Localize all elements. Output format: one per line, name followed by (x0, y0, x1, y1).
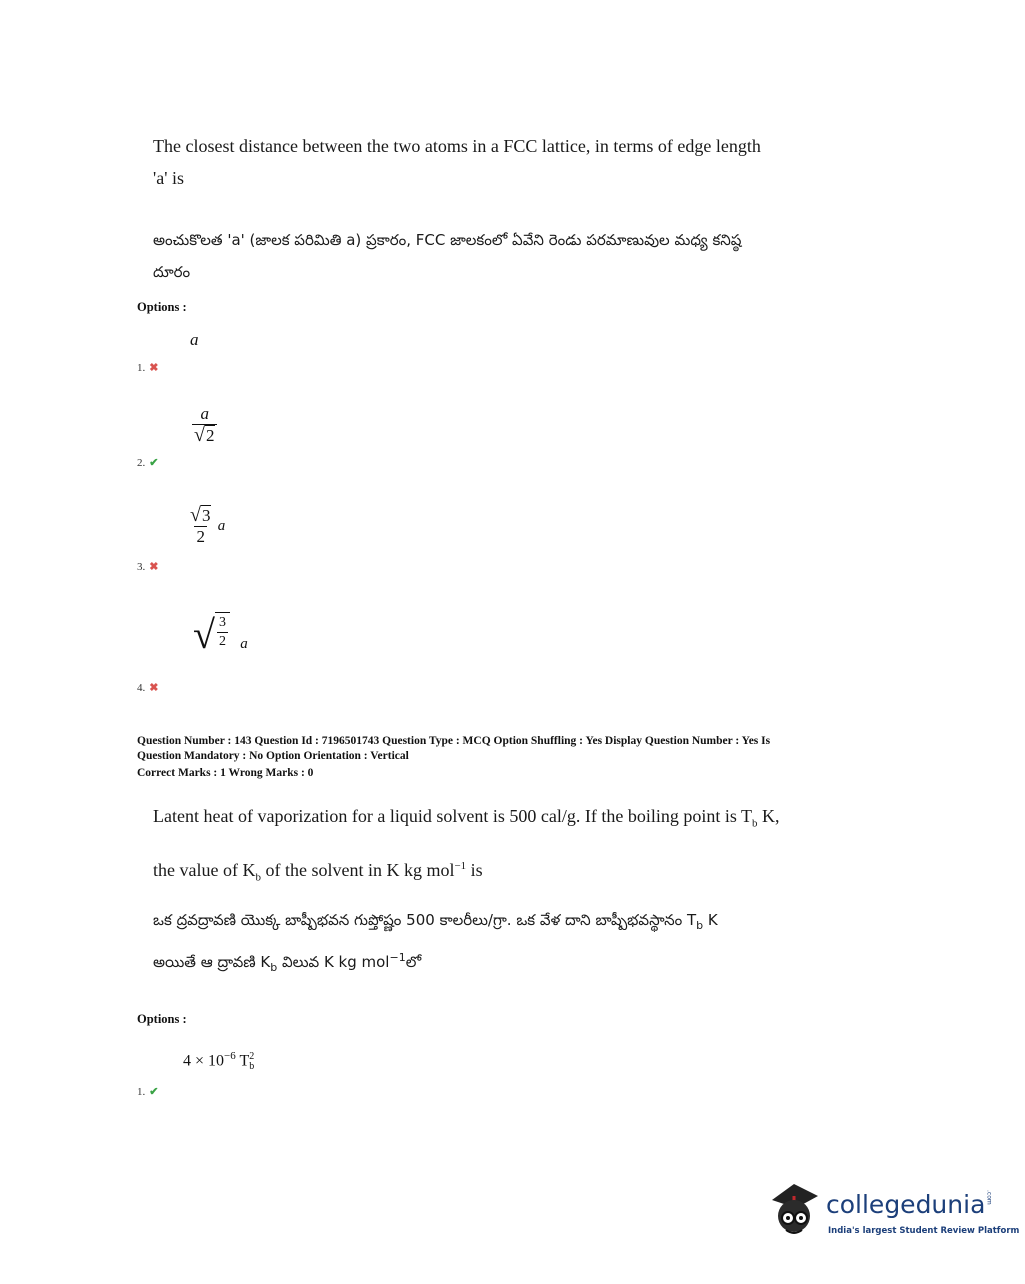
option-4-expression: √ $\frac{3}{2}$ a (193, 612, 248, 657)
fraction (192, 404, 217, 446)
variable-a: a (240, 635, 248, 652)
variable-a: a (217, 517, 226, 534)
fraction-denominator: √ 2 (192, 424, 217, 446)
brand-tagline: India's largest Student Review Platform (828, 1226, 1020, 1236)
option-3-marker (137, 557, 158, 575)
option-1-marker (137, 358, 158, 376)
question-142-telugu-line2: దూరం (153, 263, 191, 281)
q143-option-1-expression: $4 \times 10^{-6}$ T 2 b (183, 1050, 255, 1072)
question-142-telugu (153, 224, 853, 288)
fraction-denominator: 2 (196, 527, 205, 546)
brand-suffix: .com (985, 1190, 993, 1205)
options-label-143: Options : (137, 1012, 187, 1026)
sqrt-radicand: 3 (201, 506, 211, 525)
mascot-icon (766, 1178, 822, 1248)
question-143-english-line2: the value of $K_b$ of the solvent in K kg mol$^{-1}$ is (153, 859, 483, 884)
question-143-english (153, 800, 873, 893)
question-143-metadata (137, 734, 897, 781)
fraction (188, 505, 213, 547)
q143-option-1-number: 1. (137, 1086, 146, 1098)
option-1-expression: a (190, 330, 199, 349)
question-143-telugu-line1: ఒక ద్రవద్రావణి యొక్క బాష్పీభవన గుప్తోష్ణం 500 కాలరీలు/గ్రా. ఒక వేళ దాని బాష్పీభవస్థానం $T_b$ K (153, 911, 718, 932)
fraction-numerator: 3 (218, 615, 226, 630)
question-142-english-line1: The closest distance between the two atoms in a FCC lattice, in terms of edge length (153, 136, 761, 156)
tick-icon: ✔ (149, 1086, 159, 1098)
option-4-number: 4. (137, 682, 146, 694)
question-142-english (153, 130, 853, 194)
question-143-english-line1: Latent heat of vaporization for a liquid solvent is 500 cal/g. If the boiling point is $T_b$ K, (153, 806, 780, 830)
metadata-line3: Correct Marks : 1 Wrong Marks : 0 (137, 767, 314, 779)
question-142-english-line2: 'a' is (153, 168, 184, 188)
option-2-marker (137, 453, 158, 471)
option-2-number: 2. (137, 457, 146, 469)
option-3-expression (188, 505, 225, 547)
cross-icon: ✖ (149, 362, 159, 374)
option-1-number: 1. (137, 362, 146, 374)
question-142-telugu-line1: అంచుకొలత 'a' (జాలక పరిమితి a) ప్రకారం, FCC జాలకంలో ఏవేని రెండు పరమాణువుల మధ్య కనిష్ఠ (153, 231, 742, 249)
sqrt-radicand: 2 (205, 426, 215, 445)
tick-icon: ✔ (149, 457, 159, 469)
cross-icon: ✖ (149, 682, 159, 694)
brand-name: collegedunia.com (826, 1190, 993, 1219)
fraction-numerator: a (200, 404, 209, 423)
option-4-marker (137, 678, 158, 696)
fraction-numerator: √ 3 (190, 504, 211, 526)
cross-icon: ✖ (149, 561, 159, 573)
option-2-expression (192, 404, 217, 446)
fraction-denominator: 2 (218, 634, 226, 649)
options-label-142: Options : (137, 300, 187, 314)
collegedunia-logo (766, 1178, 1020, 1248)
metadata-line2: Question Mandatory : No Option Orientation : Vertical (137, 750, 409, 762)
metadata-line1: Question Number : 143 Question Id : 7196501743 Question Type : MCQ Option Shuffling : Yes Display Question Number : Yes Is (137, 735, 771, 747)
q143-option-1-marker (137, 1082, 158, 1100)
option-3-number: 3. (137, 561, 146, 573)
question-143-telugu (153, 904, 873, 984)
question-143-telugu-line2: అయితే ఆ ద్రావణి $K_b$ విలువ K kg mol$^{-1}$లో (153, 951, 422, 974)
